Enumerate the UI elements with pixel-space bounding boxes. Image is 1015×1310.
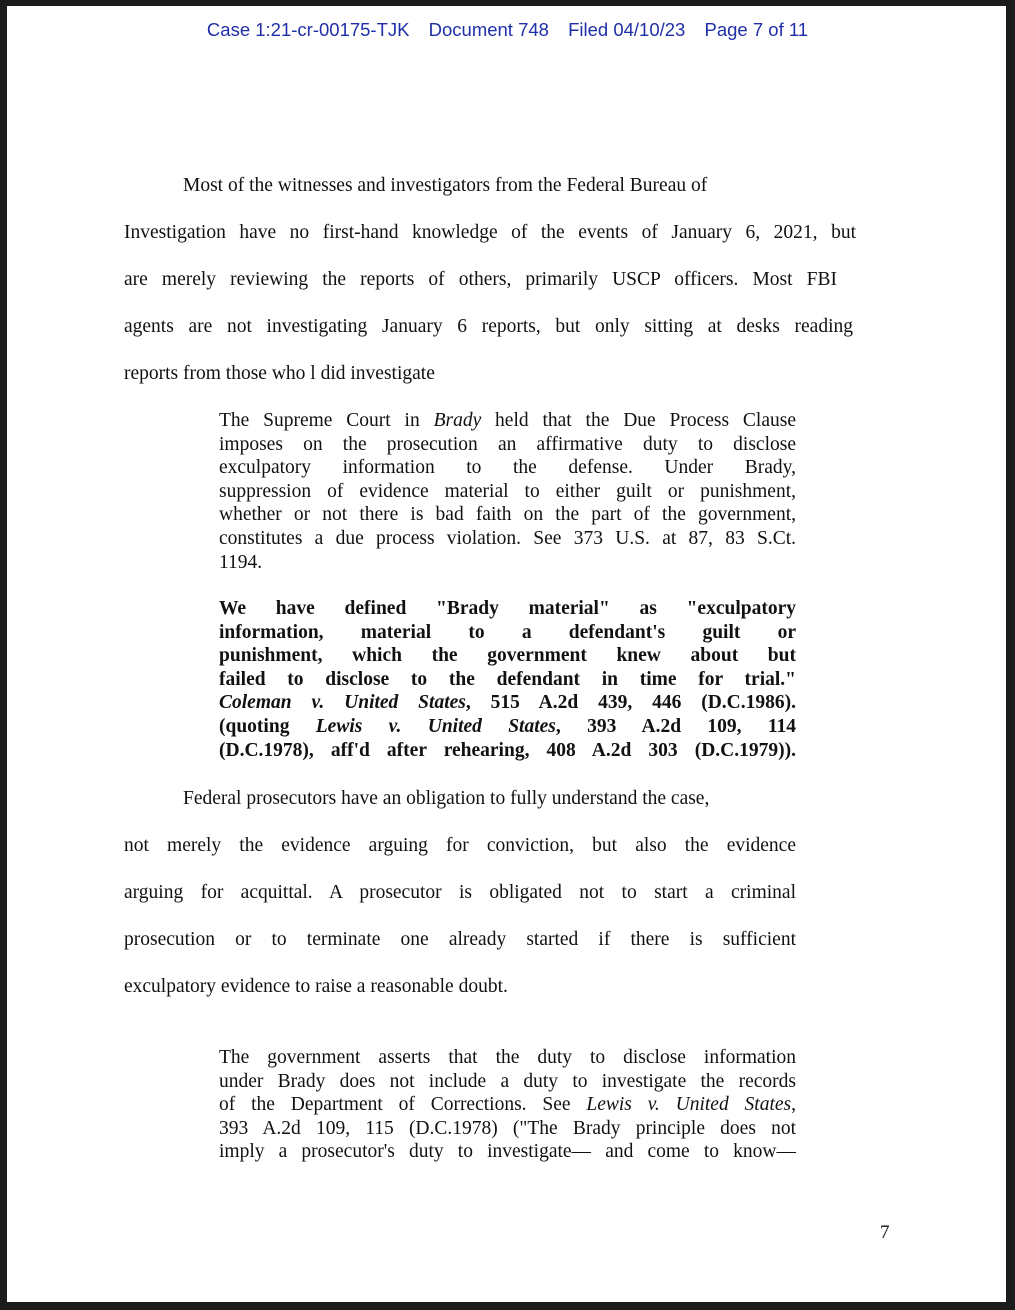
text-line: Most of the witnesses and investigators from the Federal Bureau of	[183, 175, 708, 196]
text-line: agents are not investigating January 6 reports, but only sitting at desks reading	[124, 316, 853, 337]
filing-header	[0, 19, 1015, 41]
quote-line: failed to disclose to the defendant in time for trial."	[219, 668, 796, 690]
quote-line: imposes on the prosecution an affirmative duty to disclose	[219, 433, 796, 455]
quote-line: information, material to a defendant's guilt or	[219, 621, 796, 643]
quote-line: imply a prosecutor's duty to investigate— and come to know—	[219, 1141, 796, 1163]
quote-line: The Supreme Court in Brady held that the Due Process Clause	[219, 410, 796, 431]
quote-line: (D.C.1978), aff'd after rehearing, 408 A.2d 303 (D.C.1979)).	[219, 739, 796, 761]
text-line: are merely reviewing the reports of others, primarily USCP officers. Most FBI	[124, 269, 837, 290]
quote-line: under Brady does not include a duty to investigate the records	[219, 1070, 796, 1092]
quote-line: whether or not there is bad faith on the part of the government,	[219, 504, 796, 526]
page-indicator: Page 7 of 11	[704, 19, 809, 40]
quote-line: 393 A.2d 109, 115 (D.C.1978) ("The Brady principle does not	[219, 1117, 796, 1139]
text-line: arguing for acquittal. A prosecutor is obligated not to start a criminal	[124, 882, 796, 903]
quote-line: of the Department of Corrections. See Lewis v. United States,	[219, 1094, 796, 1116]
quote-line: constitutes a due process violation. See 373 U.S. at 87, 83 S.Ct.	[219, 527, 796, 549]
text-line: prosecution or to terminate one already started if there is sufficient	[124, 929, 796, 950]
filed-date: Filed 04/10/23	[568, 19, 686, 40]
text-line: Federal prosecutors have an obligation to fully understand the case,	[183, 788, 710, 809]
document-number: Document 748	[428, 19, 549, 40]
text-line: not merely the evidence arguing for conviction, but also the evidence	[124, 835, 796, 856]
quote-line: suppression of evidence material to either guilt or punishment,	[219, 480, 796, 502]
quote-line: The government asserts that the duty to disclose information	[219, 1047, 796, 1068]
page-number: 7	[880, 1222, 890, 1243]
quote-line: punishment, which the government knew about but	[219, 645, 796, 667]
text-line: exculpatory evidence to raise a reasonable doubt.	[124, 976, 508, 997]
quote-line: 1194.	[219, 551, 263, 573]
block-quote-brady-material	[219, 597, 796, 762]
text-line: Investigation have no first-hand knowledge of the events of January 6, 2021, but	[124, 222, 856, 243]
text-line: reports from those who l did investigate	[124, 363, 435, 384]
quote-line: We have defined "Brady material" as "exculpatory	[219, 598, 796, 619]
quote-line: Coleman v. United States, 515 A.2d 439, 446 (D.C.1986).	[219, 692, 796, 714]
quote-line: exculpatory information to the defense. Under Brady,	[219, 457, 796, 479]
case-number: Case 1:21-cr-00175-TJK	[206, 19, 410, 40]
block-quote-duty-to-investigate	[219, 1046, 796, 1164]
quote-line: (quoting Lewis v. United States, 393 A.2d 109, 114	[219, 715, 796, 737]
block-quote-brady	[219, 409, 796, 574]
